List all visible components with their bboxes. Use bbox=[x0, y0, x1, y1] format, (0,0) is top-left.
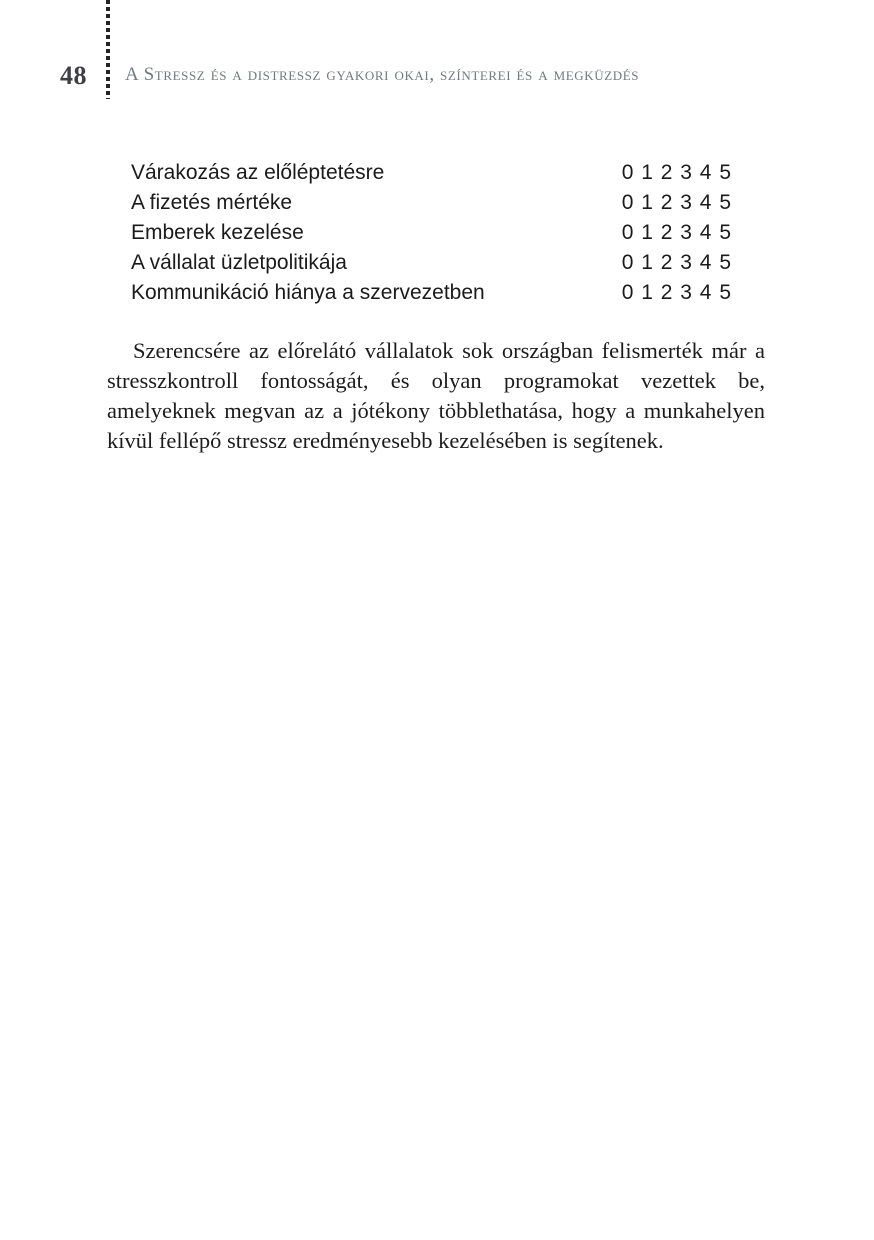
rating-scale: 0 1 2 3 4 5 bbox=[621, 161, 732, 184]
list-item bbox=[131, 248, 732, 278]
rating-scale: 0 1 2 3 4 5 bbox=[621, 191, 732, 214]
stressor-label: Emberek kezelése bbox=[131, 221, 304, 244]
stressor-label: A fizetés mértéke bbox=[131, 191, 293, 214]
stressor-label: Kommunikáció hiánya a szervezetben bbox=[131, 281, 485, 304]
list-item bbox=[131, 218, 732, 248]
running-title: A Stressz és a distressz gyakori okai, színterei és a megküzdés bbox=[125, 64, 640, 85]
stressor-label: A vállalat üzletpolitikája bbox=[131, 251, 347, 274]
stressor-rating-list bbox=[131, 158, 732, 308]
rating-scale: 0 1 2 3 4 5 bbox=[621, 281, 732, 304]
page-number: 48 bbox=[60, 61, 87, 90]
list-item bbox=[131, 188, 732, 218]
rating-scale: 0 1 2 3 4 5 bbox=[621, 221, 732, 244]
rating-scale: 0 1 2 3 4 5 bbox=[621, 251, 732, 274]
stressor-label: Várakozás az előléptetésre bbox=[131, 161, 385, 184]
list-item bbox=[131, 278, 732, 308]
header-dotted-rule bbox=[106, 0, 110, 99]
body-paragraph: Szerencsére az előrelátó vállalatok sok országban felismerték már a stresszkontroll fontosságát, és olyan programokat vezettek be, amelyeknek megvan az a jótékony többlethatása, hogy a munkahelyen kívül fellépő stressz eredményesebb kezelésében is segítenek. bbox=[107, 338, 765, 453]
list-item bbox=[131, 158, 732, 188]
